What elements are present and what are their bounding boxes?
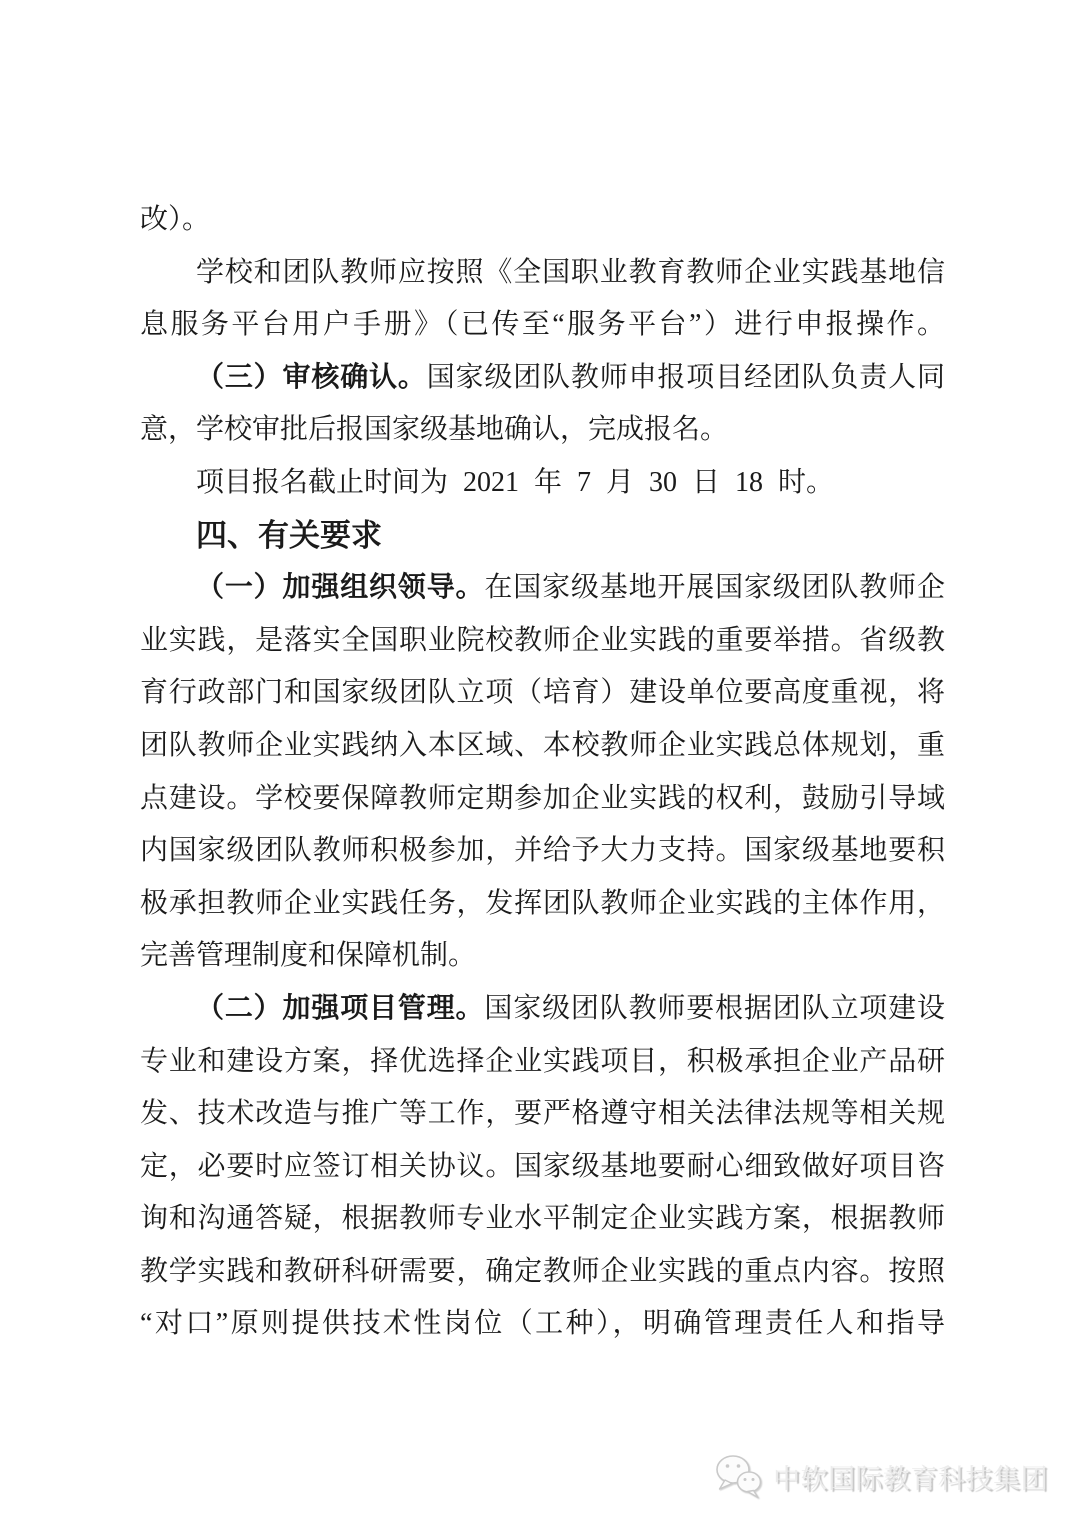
line-text: 极承担教师企业实践任务，发挥团队教师企业实践的主体作用， [140,887,945,919]
line-text: 国家级团队教师申报项目经团队负责人同 [426,361,945,393]
line-org-leadership-1 [140,562,945,615]
line-text: 业实践，是落实全国职业院校教师企业实践的重要举措。省级教 [140,624,945,656]
line-text: 学校和团队教师应按照《全国职业教育教师企业实践基地信 [196,256,945,288]
line-org-leadership-8 [140,930,945,983]
line-project-mgmt-2 [140,1036,945,1089]
line-platform-manual-2 [140,299,945,352]
line-text: 项目报名截止时间为 2021 年 7 月 30 日 18 时。 [196,466,835,498]
line-org-leadership-4 [140,720,945,773]
line-project-mgmt-1 [140,983,945,1036]
line-text: 改）。 [140,204,211,235]
line-text: “对口”原则提供技术性岗位（工种），明确管理责任人和指导 [140,1308,945,1340]
paragraph-lead: （二）加强项目管理。 [196,992,485,1024]
line-project-mgmt-5 [140,1193,945,1246]
line-text: 四、有关要求 [196,517,382,553]
line-prev-paragraph-end [140,194,945,247]
line-project-mgmt-6 [140,1246,945,1299]
line-project-mgmt-7 [140,1298,945,1351]
line-text: 专业和建设方案，择优选择企业实践项目，积极承担企业产品研 [140,1045,945,1077]
line-org-leadership-3 [140,667,945,720]
line-project-mgmt-4 [140,1141,945,1194]
line-platform-manual-1 [140,247,945,300]
watermark [714,1448,1048,1504]
line-text: 息服务平台用户手册》（已传至“服务平台”）进行申报操作。 [140,309,945,341]
line-text: 定，必要时应签订相关协议。国家级基地要耐心细致做好项目咨 [140,1150,945,1182]
watermark-text: 中软国际教育科技集团 [773,1463,1048,1494]
document-body [140,194,945,1351]
line-org-leadership-7 [140,878,945,931]
line-org-leadership-5 [140,773,945,826]
paragraph-lead: （一）加强组织领导。 [196,572,485,604]
line-text: 询和沟通答疑，根据教师专业水平制定企业实践方案，根据教师 [140,1203,945,1235]
line-deadline [140,457,945,510]
line-project-mgmt-3 [140,1088,945,1141]
line-text: 国家级团队教师要根据团队立项建设 [484,992,945,1024]
line-section-heading [140,510,945,563]
line-text: 在国家级基地开展国家级团队教师企 [484,572,945,604]
line-text: 育行政部门和国家级团队立项（培育）建设单位要高度重视，将 [140,677,945,709]
line-text: 意，学校审批后报国家级基地确认，完成报名。 [140,414,729,446]
line-text: 完善管理制度和保障机制。 [140,940,477,972]
line-org-leadership-6 [140,825,945,878]
line-text: 教学实践和教研科研需要，确定教师企业实践的重点内容。按照 [140,1255,945,1287]
line-text: 点建设。学校要保障教师定期参加企业实践的权利，鼓励引导域 [140,782,945,814]
paragraph-lead: （三）审核确认。 [196,361,427,393]
line-text: 内国家级团队教师积极参加，并给予大力支持。国家级基地要积 [140,835,945,867]
line-text: 团队教师企业实践纳入本区域、本校教师企业实践总体规划，重 [140,729,945,761]
wechat-icon [714,1453,764,1499]
line-review-confirm-1 [140,352,945,405]
line-org-leadership-2 [140,615,945,668]
line-review-confirm-2 [140,404,945,457]
line-text: 发、技术改造与推广等工作，要严格遵守相关法律法规等相关规 [140,1098,945,1130]
